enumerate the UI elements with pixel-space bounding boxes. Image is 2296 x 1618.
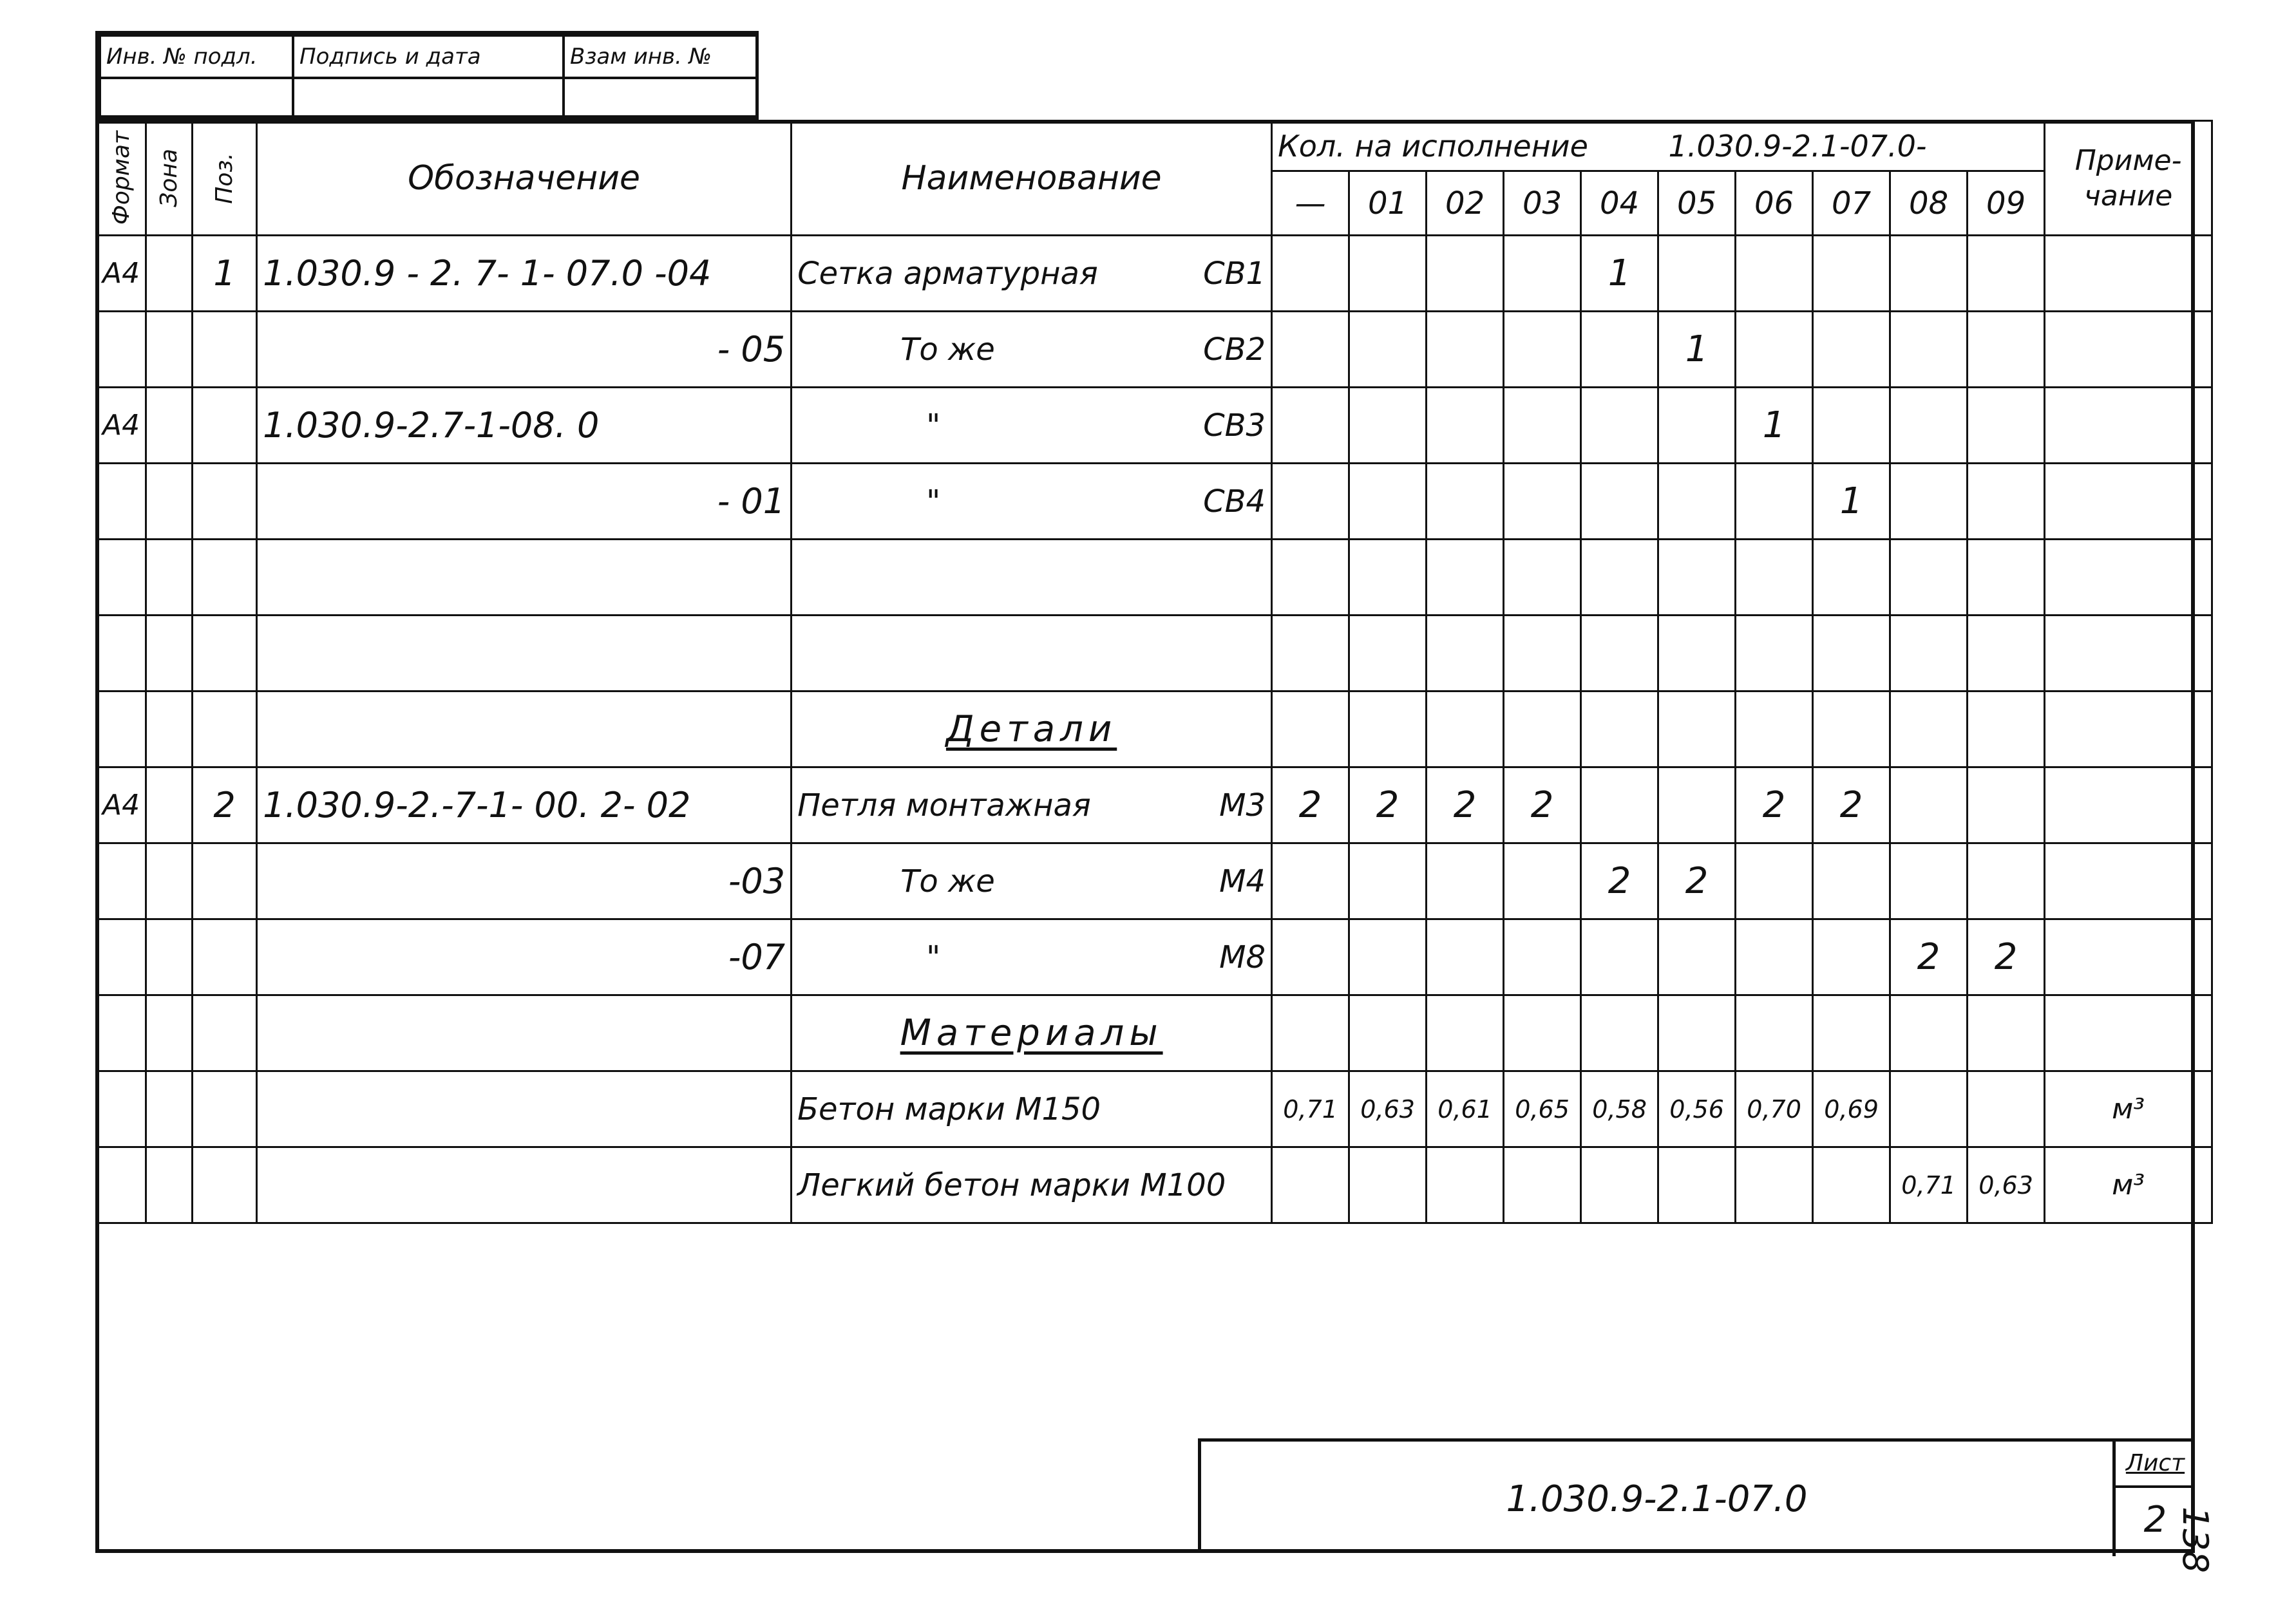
cell-qty: [1658, 767, 1736, 843]
cell-qty: [1581, 919, 1658, 995]
stamp-table: [99, 34, 758, 118]
cell-name: [792, 843, 1272, 919]
cell-qty: [1813, 312, 1890, 388]
cell-note: [2045, 616, 2212, 691]
cell-qty: [1890, 995, 1968, 1071]
header-qty-code: 1.030.9-2.1-07.0-: [1668, 128, 1927, 164]
cell-designation: [257, 691, 792, 767]
cell-format: [97, 616, 146, 691]
cell-zone: [146, 464, 193, 540]
cell-pos: [193, 312, 257, 388]
cell-qty: [1658, 388, 1736, 464]
cell-qty: [1658, 540, 1736, 616]
cell-qty: [1658, 919, 1736, 995]
cell-qty: 2: [1349, 767, 1427, 843]
cell-qty: 1: [1581, 236, 1658, 312]
cell-qty: [1813, 919, 1890, 995]
table-row: [97, 540, 2212, 616]
header-variant: 01: [1349, 171, 1427, 236]
cell-zone: [146, 767, 193, 843]
stamp-replace-value: [564, 78, 757, 117]
cell-designation: - 05: [257, 312, 792, 388]
cell-qty: [1504, 1147, 1581, 1223]
cell-qty: [1504, 312, 1581, 388]
cell-qty: [1968, 616, 2045, 691]
cell-qty: [1349, 843, 1427, 919]
cell-name: [792, 312, 1272, 388]
table-row: [97, 1147, 2212, 1223]
cell-qty: [1736, 616, 1813, 691]
cell-pos: [193, 691, 257, 767]
header-variant: 08: [1890, 171, 1968, 236]
header-qty: [1272, 121, 2045, 171]
cell-designation: [257, 1071, 792, 1147]
cell-qty: [1427, 540, 1504, 616]
cell-qty: 1: [1658, 312, 1736, 388]
name-mark: М3: [1219, 787, 1266, 823]
cell-qty: 0,61: [1427, 1071, 1504, 1147]
cell-name: [792, 616, 1272, 691]
cell-qty: [1504, 919, 1581, 995]
cell-qty: 0,70: [1736, 1071, 1813, 1147]
cell-name: [792, 1147, 1272, 1223]
cell-zone: [146, 995, 193, 1071]
cell-qty: [1658, 236, 1736, 312]
cell-qty: [1504, 540, 1581, 616]
cell-note: [2045, 919, 2212, 995]
cell-qty: [1349, 919, 1427, 995]
page-number: 138: [2175, 1507, 2215, 1574]
header-variant: 04: [1581, 171, 1658, 236]
table-row: [97, 691, 2212, 767]
cell-qty: [1581, 312, 1658, 388]
cell-qty: [1427, 464, 1504, 540]
cell-pos: [193, 616, 257, 691]
cell-format: [97, 843, 146, 919]
cell-qty: 0,71: [1272, 1071, 1349, 1147]
cell-qty: 2: [1968, 919, 2045, 995]
cell-note: [2045, 540, 2212, 616]
header-variant: 03: [1504, 171, 1581, 236]
header-variant: 02: [1427, 171, 1504, 236]
header-variant: 05: [1658, 171, 1736, 236]
cell-qty: [1581, 388, 1658, 464]
sheet-number: 2: [2143, 1499, 2167, 1541]
cell-qty: [1272, 1147, 1349, 1223]
cell-name: [792, 540, 1272, 616]
cell-qty: [1272, 388, 1349, 464]
cell-qty: 2: [1427, 767, 1504, 843]
cell-qty: [1504, 236, 1581, 312]
cell-note: [2045, 995, 2212, 1071]
cell-zone: [146, 312, 193, 388]
header-name: Наименование: [792, 121, 1272, 236]
cell-note: [2045, 464, 2212, 540]
header-variant: —: [1272, 171, 1349, 236]
cell-designation: - 01: [257, 464, 792, 540]
cell-qty: [1272, 995, 1349, 1071]
table-row: [97, 767, 2212, 843]
cell-pos: [193, 995, 257, 1071]
cell-pos: [193, 540, 257, 616]
cell-qty: [1736, 540, 1813, 616]
header-pos: Поз.: [193, 121, 257, 236]
specification-table: [95, 120, 2213, 1224]
cell-qty: [1890, 1071, 1968, 1147]
cell-qty: [1581, 540, 1658, 616]
cell-qty: [1736, 843, 1813, 919]
cell-qty: [1658, 1147, 1736, 1223]
header-format: Формат: [97, 121, 146, 236]
cell-qty: [1736, 691, 1813, 767]
name-text: ": [926, 483, 941, 520]
cell-zone: [146, 691, 193, 767]
cell-qty: [1349, 616, 1427, 691]
cell-qty: [1427, 388, 1504, 464]
section-title: Детали: [945, 708, 1117, 750]
name-text: Сетка арматурная: [797, 255, 1098, 292]
cell-zone: [146, 236, 193, 312]
cell-qty: [1349, 540, 1427, 616]
cell-qty: [1272, 691, 1349, 767]
cell-qty: [1581, 995, 1658, 1071]
cell-note: [2045, 236, 2212, 312]
name-text: Петля монтажная: [797, 787, 1091, 823]
cell-qty: 2: [1504, 767, 1581, 843]
cell-note: [2045, 691, 2212, 767]
table-row: [97, 843, 2212, 919]
title-block: [1198, 1438, 2195, 1553]
table-row: [97, 995, 2212, 1071]
cell-zone: [146, 1147, 193, 1223]
header-note: Приме-чание: [2045, 121, 2212, 236]
cell-qty: [1968, 236, 2045, 312]
cell-qty: [1890, 616, 1968, 691]
cell-qty: [1736, 312, 1813, 388]
cell-qty: [1968, 843, 2045, 919]
cell-note: [2045, 312, 2212, 388]
cell-format: [97, 312, 146, 388]
cell-qty: [1813, 1147, 1890, 1223]
stamp-sign-value: [293, 78, 564, 117]
cell-qty: [1890, 388, 1968, 464]
cell-qty: [1658, 616, 1736, 691]
document-code: 1.030.9-2.1-07.0: [1506, 1478, 1808, 1520]
cell-format: А4: [97, 767, 146, 843]
stamp-sign-label: Подпись и дата: [293, 35, 564, 78]
cell-qty: [1968, 767, 2045, 843]
cell-qty: [1272, 843, 1349, 919]
cell-format: [97, 919, 146, 995]
cell-qty: 2: [1658, 843, 1736, 919]
cell-zone: [146, 388, 193, 464]
cell-qty: [1813, 540, 1890, 616]
cell-qty: [1968, 691, 2045, 767]
cell-qty: [1890, 843, 1968, 919]
name-mark: СВ4: [1203, 483, 1266, 520]
cell-format: [97, 995, 146, 1071]
cell-name: [792, 767, 1272, 843]
cell-qty: [1890, 540, 1968, 616]
cell-qty: [1427, 236, 1504, 312]
cell-name: [792, 388, 1272, 464]
cell-qty: [1581, 1147, 1658, 1223]
cell-qty: 1: [1736, 388, 1813, 464]
cell-format: [97, 1147, 146, 1223]
cell-qty: 1: [1813, 464, 1890, 540]
cell-qty: [1427, 691, 1504, 767]
cell-qty: [1349, 388, 1427, 464]
header-zone: Зона: [146, 121, 193, 236]
cell-qty: [1272, 919, 1349, 995]
cell-qty: [1581, 464, 1658, 540]
cell-qty: [1968, 1071, 2045, 1147]
cell-note: [2045, 843, 2212, 919]
cell-format: А4: [97, 388, 146, 464]
cell-qty: [1658, 995, 1736, 1071]
cell-designation: [257, 540, 792, 616]
stamp-inv-label: Инв. № подл.: [100, 35, 293, 78]
cell-note: [2045, 388, 2212, 464]
cell-qty: 0,69: [1813, 1071, 1890, 1147]
cell-qty: [1736, 919, 1813, 995]
cell-qty: [1813, 388, 1890, 464]
cell-qty: [1349, 691, 1427, 767]
header-qty-label: Кол. на исполнение: [1278, 128, 1588, 164]
cell-qty: [1581, 691, 1658, 767]
header-variant: 07: [1813, 171, 1890, 236]
cell-designation: 1.030.9 - 2. 7- 1- 07.0 -04: [257, 236, 792, 312]
stamp-replace-label: Взам инв. №: [564, 35, 757, 78]
cell-qty: 0,63: [1349, 1071, 1427, 1147]
name-text: ": [926, 939, 941, 975]
cell-qty: [1349, 312, 1427, 388]
cell-qty: [1736, 236, 1813, 312]
cell-qty: 2: [1890, 919, 1968, 995]
table-row: [97, 388, 2212, 464]
cell-qty: [1272, 236, 1349, 312]
cell-qty: [1504, 843, 1581, 919]
cell-qty: [1581, 616, 1658, 691]
cell-note: м³: [2045, 1071, 2212, 1147]
cell-format: [97, 691, 146, 767]
cell-qty: [1968, 995, 2045, 1071]
cell-qty: [1813, 995, 1890, 1071]
cell-name: [792, 919, 1272, 995]
cell-qty: [1272, 616, 1349, 691]
section-title: Материалы: [900, 1012, 1163, 1054]
cell-designation: 1.030.9-2.-7-1- 00. 2- 02: [257, 767, 792, 843]
name-mark: М4: [1219, 863, 1266, 899]
cell-name: [792, 1071, 1272, 1147]
cell-format: [97, 1071, 146, 1147]
cell-qty: [1890, 312, 1968, 388]
inventory-stamp: [95, 31, 759, 121]
cell-qty: [1968, 464, 2045, 540]
cell-qty: [1890, 767, 1968, 843]
header-designation: Обозначение: [257, 121, 792, 236]
cell-designation: [257, 616, 792, 691]
name-text: То же: [900, 863, 995, 899]
table-row: [97, 236, 2212, 312]
cell-qty: [1504, 616, 1581, 691]
cell-designation: -07: [257, 919, 792, 995]
cell-section-title: [792, 691, 1272, 767]
stamp-inv-value: [100, 78, 293, 117]
cell-qty: [1427, 919, 1504, 995]
cell-qty: [1813, 616, 1890, 691]
cell-qty: [1504, 691, 1581, 767]
cell-designation: -03: [257, 843, 792, 919]
cell-qty: [1736, 995, 1813, 1071]
header-variant: 09: [1968, 171, 2045, 236]
cell-qty: 0,58: [1581, 1071, 1658, 1147]
cell-designation: [257, 995, 792, 1071]
name-mark: СВ2: [1203, 331, 1266, 368]
cell-qty: [1890, 691, 1968, 767]
cell-qty: [1427, 616, 1504, 691]
cell-pos: [193, 1071, 257, 1147]
cell-pos: 2: [193, 767, 257, 843]
table-row: [97, 464, 2212, 540]
cell-zone: [146, 1071, 193, 1147]
cell-zone: [146, 919, 193, 995]
cell-qty: 2: [1272, 767, 1349, 843]
cell-designation: 1.030.9-2.7-1-08. 0: [257, 388, 792, 464]
cell-qty: 2: [1736, 767, 1813, 843]
cell-qty: [1890, 236, 1968, 312]
cell-qty: [1349, 236, 1427, 312]
cell-qty: [1736, 1147, 1813, 1223]
table-row: [97, 312, 2212, 388]
cell-zone: [146, 540, 193, 616]
cell-qty: 0,56: [1658, 1071, 1736, 1147]
name-text: То же: [900, 331, 995, 368]
cell-qty: [1349, 995, 1427, 1071]
cell-note: м³: [2045, 1147, 2212, 1223]
cell-qty: [1968, 312, 2045, 388]
cell-qty: [1581, 767, 1658, 843]
cell-name: [792, 464, 1272, 540]
cell-qty: [1349, 1147, 1427, 1223]
name-mark: М8: [1219, 939, 1266, 975]
name-text: Бетон марки М150: [797, 1091, 1101, 1127]
cell-qty: [1658, 464, 1736, 540]
cell-pos: [193, 1147, 257, 1223]
cell-pos: [193, 919, 257, 995]
cell-pos: [193, 843, 257, 919]
cell-format: А4: [97, 236, 146, 312]
cell-qty: [1427, 312, 1504, 388]
cell-qty: [1427, 1147, 1504, 1223]
cell-qty: [1813, 691, 1890, 767]
cell-qty: [1736, 464, 1813, 540]
cell-zone: [146, 843, 193, 919]
cell-qty: [1504, 995, 1581, 1071]
cell-qty: [1272, 540, 1349, 616]
cell-qty: [1813, 843, 1890, 919]
cell-note: [2045, 767, 2212, 843]
cell-format: [97, 540, 146, 616]
name-mark: СВ1: [1203, 255, 1266, 292]
sheet-label: Лист: [2116, 1442, 2195, 1488]
cell-qty: [1504, 388, 1581, 464]
cell-qty: 2: [1813, 767, 1890, 843]
cell-zone: [146, 616, 193, 691]
cell-qty: 0,65: [1504, 1071, 1581, 1147]
cell-qty: [1890, 464, 1968, 540]
cell-qty: [1427, 843, 1504, 919]
name-text: Легкий бетон марки М100: [797, 1167, 1226, 1203]
cell-pos: [193, 464, 257, 540]
cell-qty: 2: [1581, 843, 1658, 919]
table-row: [97, 616, 2212, 691]
cell-qty: [1427, 995, 1504, 1071]
table-row: [97, 1071, 2212, 1147]
header-variant: 06: [1736, 171, 1813, 236]
name-mark: СВ3: [1203, 407, 1266, 444]
name-text: ": [926, 407, 941, 444]
table-row: [97, 919, 2212, 995]
cell-qty: [1272, 312, 1349, 388]
cell-qty: [1272, 464, 1349, 540]
cell-qty: 0,63: [1968, 1147, 2045, 1223]
cell-qty: [1349, 464, 1427, 540]
cell-qty: [1813, 236, 1890, 312]
cell-format: [97, 464, 146, 540]
cell-qty: [1504, 464, 1581, 540]
cell-qty: [1968, 388, 2045, 464]
cell-name: [792, 236, 1272, 312]
cell-qty: 0,71: [1890, 1147, 1968, 1223]
cell-designation: [257, 1147, 792, 1223]
cell-section-title: [792, 995, 1272, 1071]
cell-pos: 1: [193, 236, 257, 312]
cell-qty: [1968, 540, 2045, 616]
cell-pos: [193, 388, 257, 464]
cell-qty: [1658, 691, 1736, 767]
